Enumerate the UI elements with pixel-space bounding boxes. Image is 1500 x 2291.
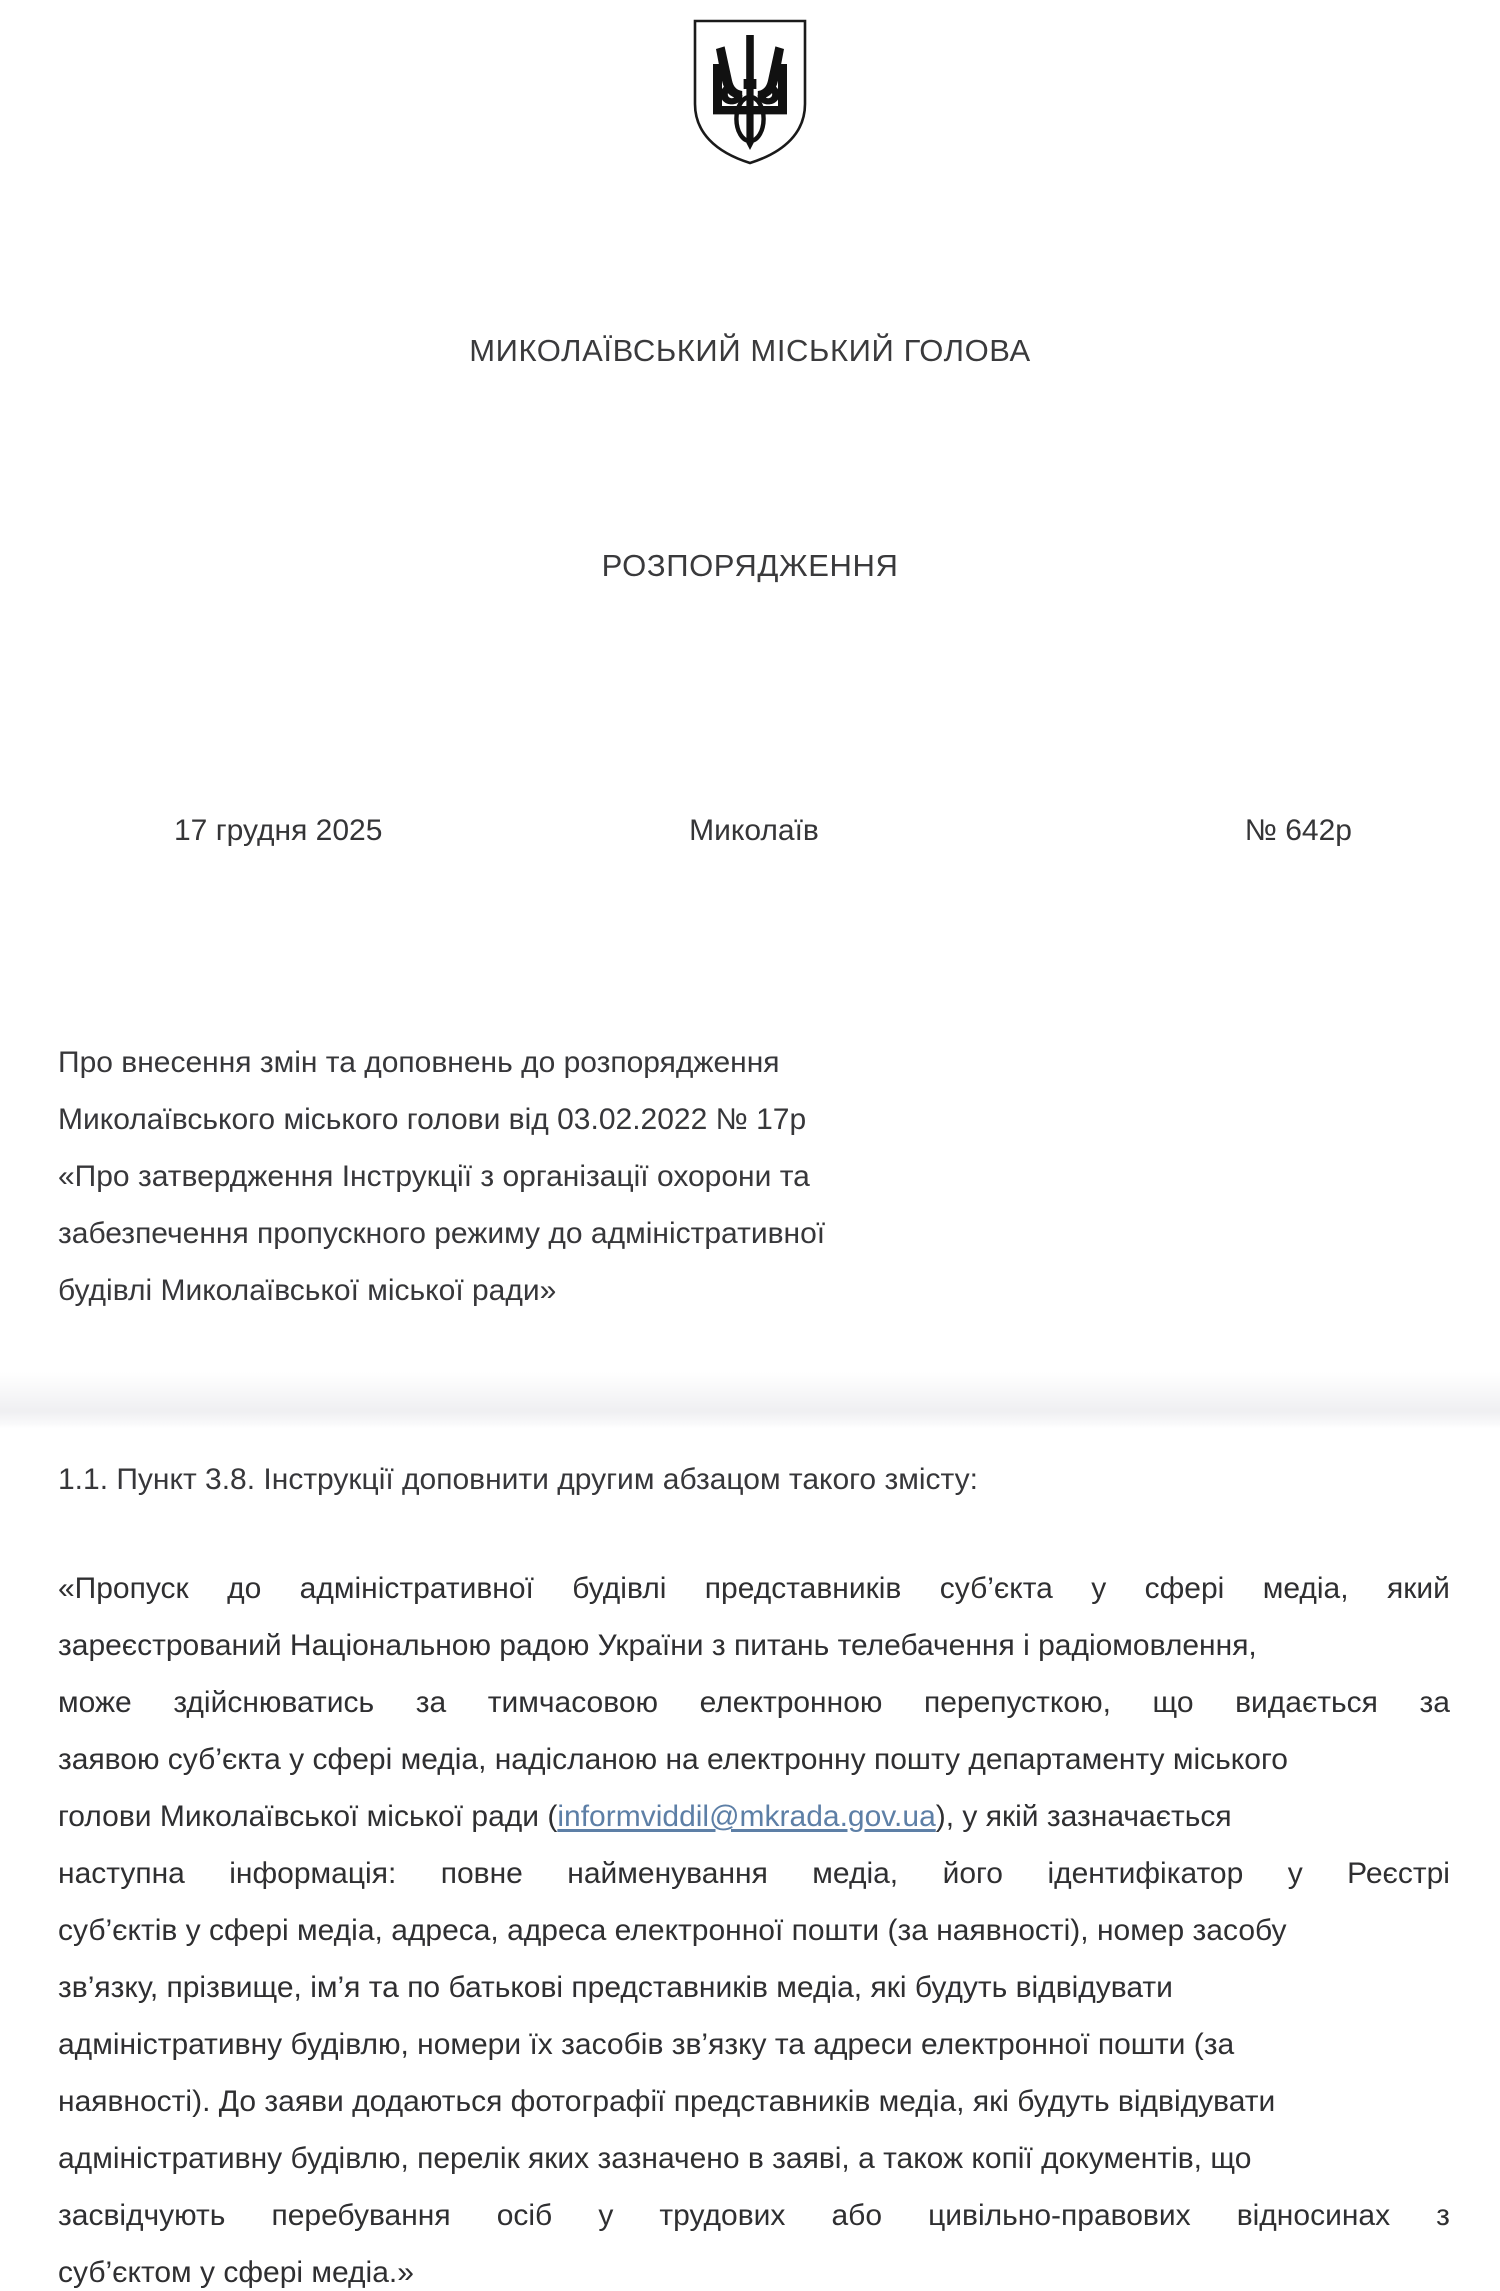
subject-line: Про внесення змін та доповнень до розпорядження [58,1046,780,1079]
paragraph-word: який [1386,1572,1450,1605]
ukraine-trident-coat-of-arms-icon [0,18,1500,166]
paragraph-word: за [415,1686,447,1719]
paragraph-word: тимчасовою [487,1686,659,1719]
paragraph-line: заявою суб’єкта у сфері медіа, надісланою на електронну пошту департаменту міського [58,1743,1288,1776]
paragraph-word: адміністративної [299,1572,534,1605]
paragraph-line: адміністративну будівлю, перелік яких зазначено в заяві, а також копії документів, що [58,2142,1252,2175]
paragraph-word: будівлі [572,1572,667,1605]
paragraph-line: зареєстрований Національною радою України з питань телебачення і радіомовлення, [58,1629,1257,1662]
paragraph-word: сфері [1144,1572,1225,1605]
paragraph-word: що [1152,1686,1194,1719]
paragraph-line: суб’єктом у сфері медіа.» [58,2256,414,2289]
paragraph-line [58,2187,1450,2244]
paragraph-word: трудових [659,2199,786,2232]
paragraph-line: зв’язку, прізвище, ім’я та по батькові представників медіа, які будуть відвідувати [58,1971,1173,2004]
paragraph-word: найменування [567,1857,768,1890]
paragraph-line [58,1845,1450,1902]
email-link[interactable]: informviddil@mkrada.gov.ua [557,1800,936,1833]
paragraph-word: перебування [271,2199,451,2232]
paragraph-word: повне [440,1857,523,1890]
paragraph-word: з [1436,2199,1450,2232]
paragraph-word: інформація: [229,1857,397,1890]
paragraph-word: представників [704,1572,902,1605]
scan-seam-band [0,1372,1500,1428]
paragraph-line: наявності). До заяви додаються фотографії представників медіа, які будуть відвідувати [58,2085,1276,2118]
paragraph-word: його [942,1857,1003,1890]
document-kind-heading: РОЗПОРЯДЖЕННЯ [601,548,899,583]
paragraph-word: може [58,1686,132,1719]
paragraph-word: «Пропуск [58,1572,189,1605]
paragraph-word: або [831,2199,883,2232]
document-date: 17 грудня 2025 [174,814,383,847]
paragraph-word: медіа, [812,1857,899,1890]
paragraph-word: видається [1235,1686,1378,1719]
clause-1-1: 1.1. Пункт 3.8. Інструкції доповнити другим абзацом такого змісту: [58,1463,978,1496]
paragraph-line [58,1674,1450,1731]
subject-line: «Про затвердження Інструкції з організації охорони та [58,1160,810,1193]
subject-line: будівлі Миколаївської міської ради» [58,1274,557,1307]
paragraph-word: до [227,1572,262,1605]
subject-line: Миколаївського міського голови від 03.02.2022 № 17р [58,1103,807,1136]
paragraph-word: осіб [496,2199,553,2232]
subject-line: забезпечення пропускного режиму до адміністративної [58,1217,826,1250]
paragraph-line [58,1560,1450,1617]
document-number: № 642р [1244,814,1352,847]
paragraph-word: ідентифікатор [1047,1857,1244,1890]
paragraph-word: відносинах [1236,2199,1391,2232]
paragraph-word: засвідчують [58,2199,226,2232]
paragraph-word: здійснюватись [173,1686,375,1719]
paragraph-line: адміністративну будівлю, номери їх засобів зв’язку та адреси електронної пошти (за [58,2028,1235,2061]
document-meta-row [58,814,1450,854]
document-place: Миколаїв [689,814,819,847]
paragraph-line: суб’єктів у сфері медіа, адреса, адреса електронної пошти (за наявності), номер засобу [58,1914,1287,1947]
paragraph-line: голови Миколаївської міської ради (informviddil@mkrada.gov.ua), у якій зазначається [58,1800,1232,1833]
paragraph-word: наступна [58,1857,185,1890]
paragraph-word: електронною [699,1686,883,1719]
paragraph-word: за [1419,1686,1450,1719]
paragraph-word: медіа, [1262,1572,1349,1605]
paragraph-word: Реєстрі [1347,1857,1450,1890]
amendment-paragraph [58,1560,1450,2291]
document-subject [58,1034,1038,1319]
paragraph-word: у [1091,1572,1107,1605]
paragraph-word: суб’єкта [939,1572,1053,1605]
paragraph-word: у [598,2199,614,2232]
paragraph-word: перепусткою, [923,1686,1111,1719]
paragraph-word: цивільно-правових [928,2199,1191,2232]
paragraph-word: у [1287,1857,1303,1890]
page-title: МИКОЛАЇВСЬКИЙ МІСЬКИЙ ГОЛОВА [469,333,1031,368]
